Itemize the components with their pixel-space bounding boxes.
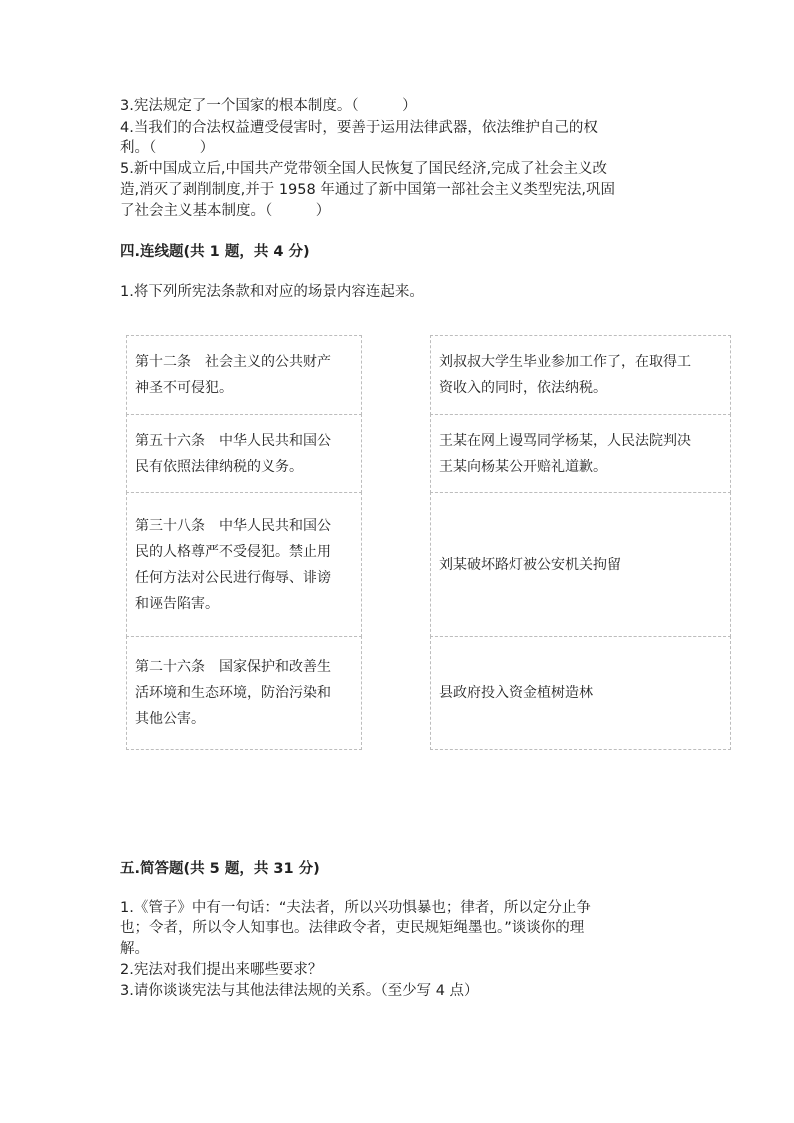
matching-question: 1.将下列所宪法条款和对应的场景内容连起来。 bbox=[120, 284, 424, 300]
left-clause-2-text: 第五十六条 中华人民共和国公 民有依照法律纳税的义务。 bbox=[135, 432, 331, 475]
short-answer-1-line2: 也；令者，所以令人知事也。法律政令者，吏民规矩绳墨也。”谈谈你的理 bbox=[120, 920, 585, 936]
short-answer-1-line1: 1.《管子》中有一句话：“夫法者，所以兴功惧暴也；律者，所以定分止争 bbox=[120, 900, 591, 916]
judge-item-4-line2: 利。（ ） bbox=[120, 140, 215, 156]
right-scene-4[interactable] bbox=[430, 636, 731, 750]
short-answer-3: 3.请你谈谈宪法与其他法律法规的关系。（至少写 4 点） bbox=[120, 983, 479, 999]
judge-item-5-line3: 了社会主义基本制度。（ ） bbox=[120, 203, 331, 219]
right-scene-2[interactable] bbox=[430, 414, 731, 493]
left-clause-4[interactable] bbox=[126, 636, 362, 750]
short-answer-1-line3: 解。 bbox=[120, 941, 149, 957]
left-clause-1[interactable] bbox=[126, 335, 362, 415]
judge-item-3: 3.宪法规定了一个国家的根本制度。（ ） bbox=[120, 98, 417, 114]
right-scene-3-text: 刘某破坏路灯被公安机关拘留 bbox=[439, 556, 621, 573]
short-answer-2: 2.宪法对我们提出来哪些要求？ bbox=[120, 962, 323, 978]
judge-item-5-line1: 5.新中国成立后,中国共产党带领全国人民恢复了国民经济,完成了社会主义改 bbox=[120, 161, 608, 177]
left-clause-4-text: 第二十六条 国家保护和改善生 活环境和生态环境，防治污染和 其他公害。 bbox=[135, 659, 331, 727]
right-scene-1[interactable] bbox=[430, 335, 731, 415]
judge-item-5-line2: 造,消灭了剥削制度,并于 1958 年通过了新中国第一部社会主义类型宪法,巩固 bbox=[120, 182, 615, 198]
judge-item-4-line1: 4.当我们的合法权益遭受侵害时，要善于运用法律武器，依法维护自己的权 bbox=[120, 120, 598, 136]
right-scene-1-text: 刘叔叔大学生毕业参加工作了，在取得工 资收入的同时，依法纳税。 bbox=[439, 354, 691, 396]
section-4-title: 四.连线题(共 1 题，共 4 分) bbox=[120, 244, 310, 260]
left-clause-2[interactable] bbox=[126, 414, 362, 493]
left-clause-3[interactable] bbox=[126, 492, 362, 637]
right-scene-3[interactable] bbox=[430, 492, 731, 637]
left-clause-3-text: 第三十八条 中华人民共和国公 民的人格尊严不受侵犯。禁止用 任何方法对公民进行侮辱、诽谤 和诬告陷害。 bbox=[135, 517, 331, 612]
section-5-title: 五.简答题(共 5 题，共 31 分) bbox=[120, 861, 320, 877]
left-clause-1-text: 第十二条 社会主义的公共财产 神圣不可侵犯。 bbox=[135, 354, 331, 396]
right-scene-2-text: 王某在网上谩骂同学杨某，人民法院判决 王某向杨某公开赔礼道歉。 bbox=[439, 432, 691, 475]
right-scene-4-text: 县政府投入资金植树造林 bbox=[439, 685, 593, 701]
